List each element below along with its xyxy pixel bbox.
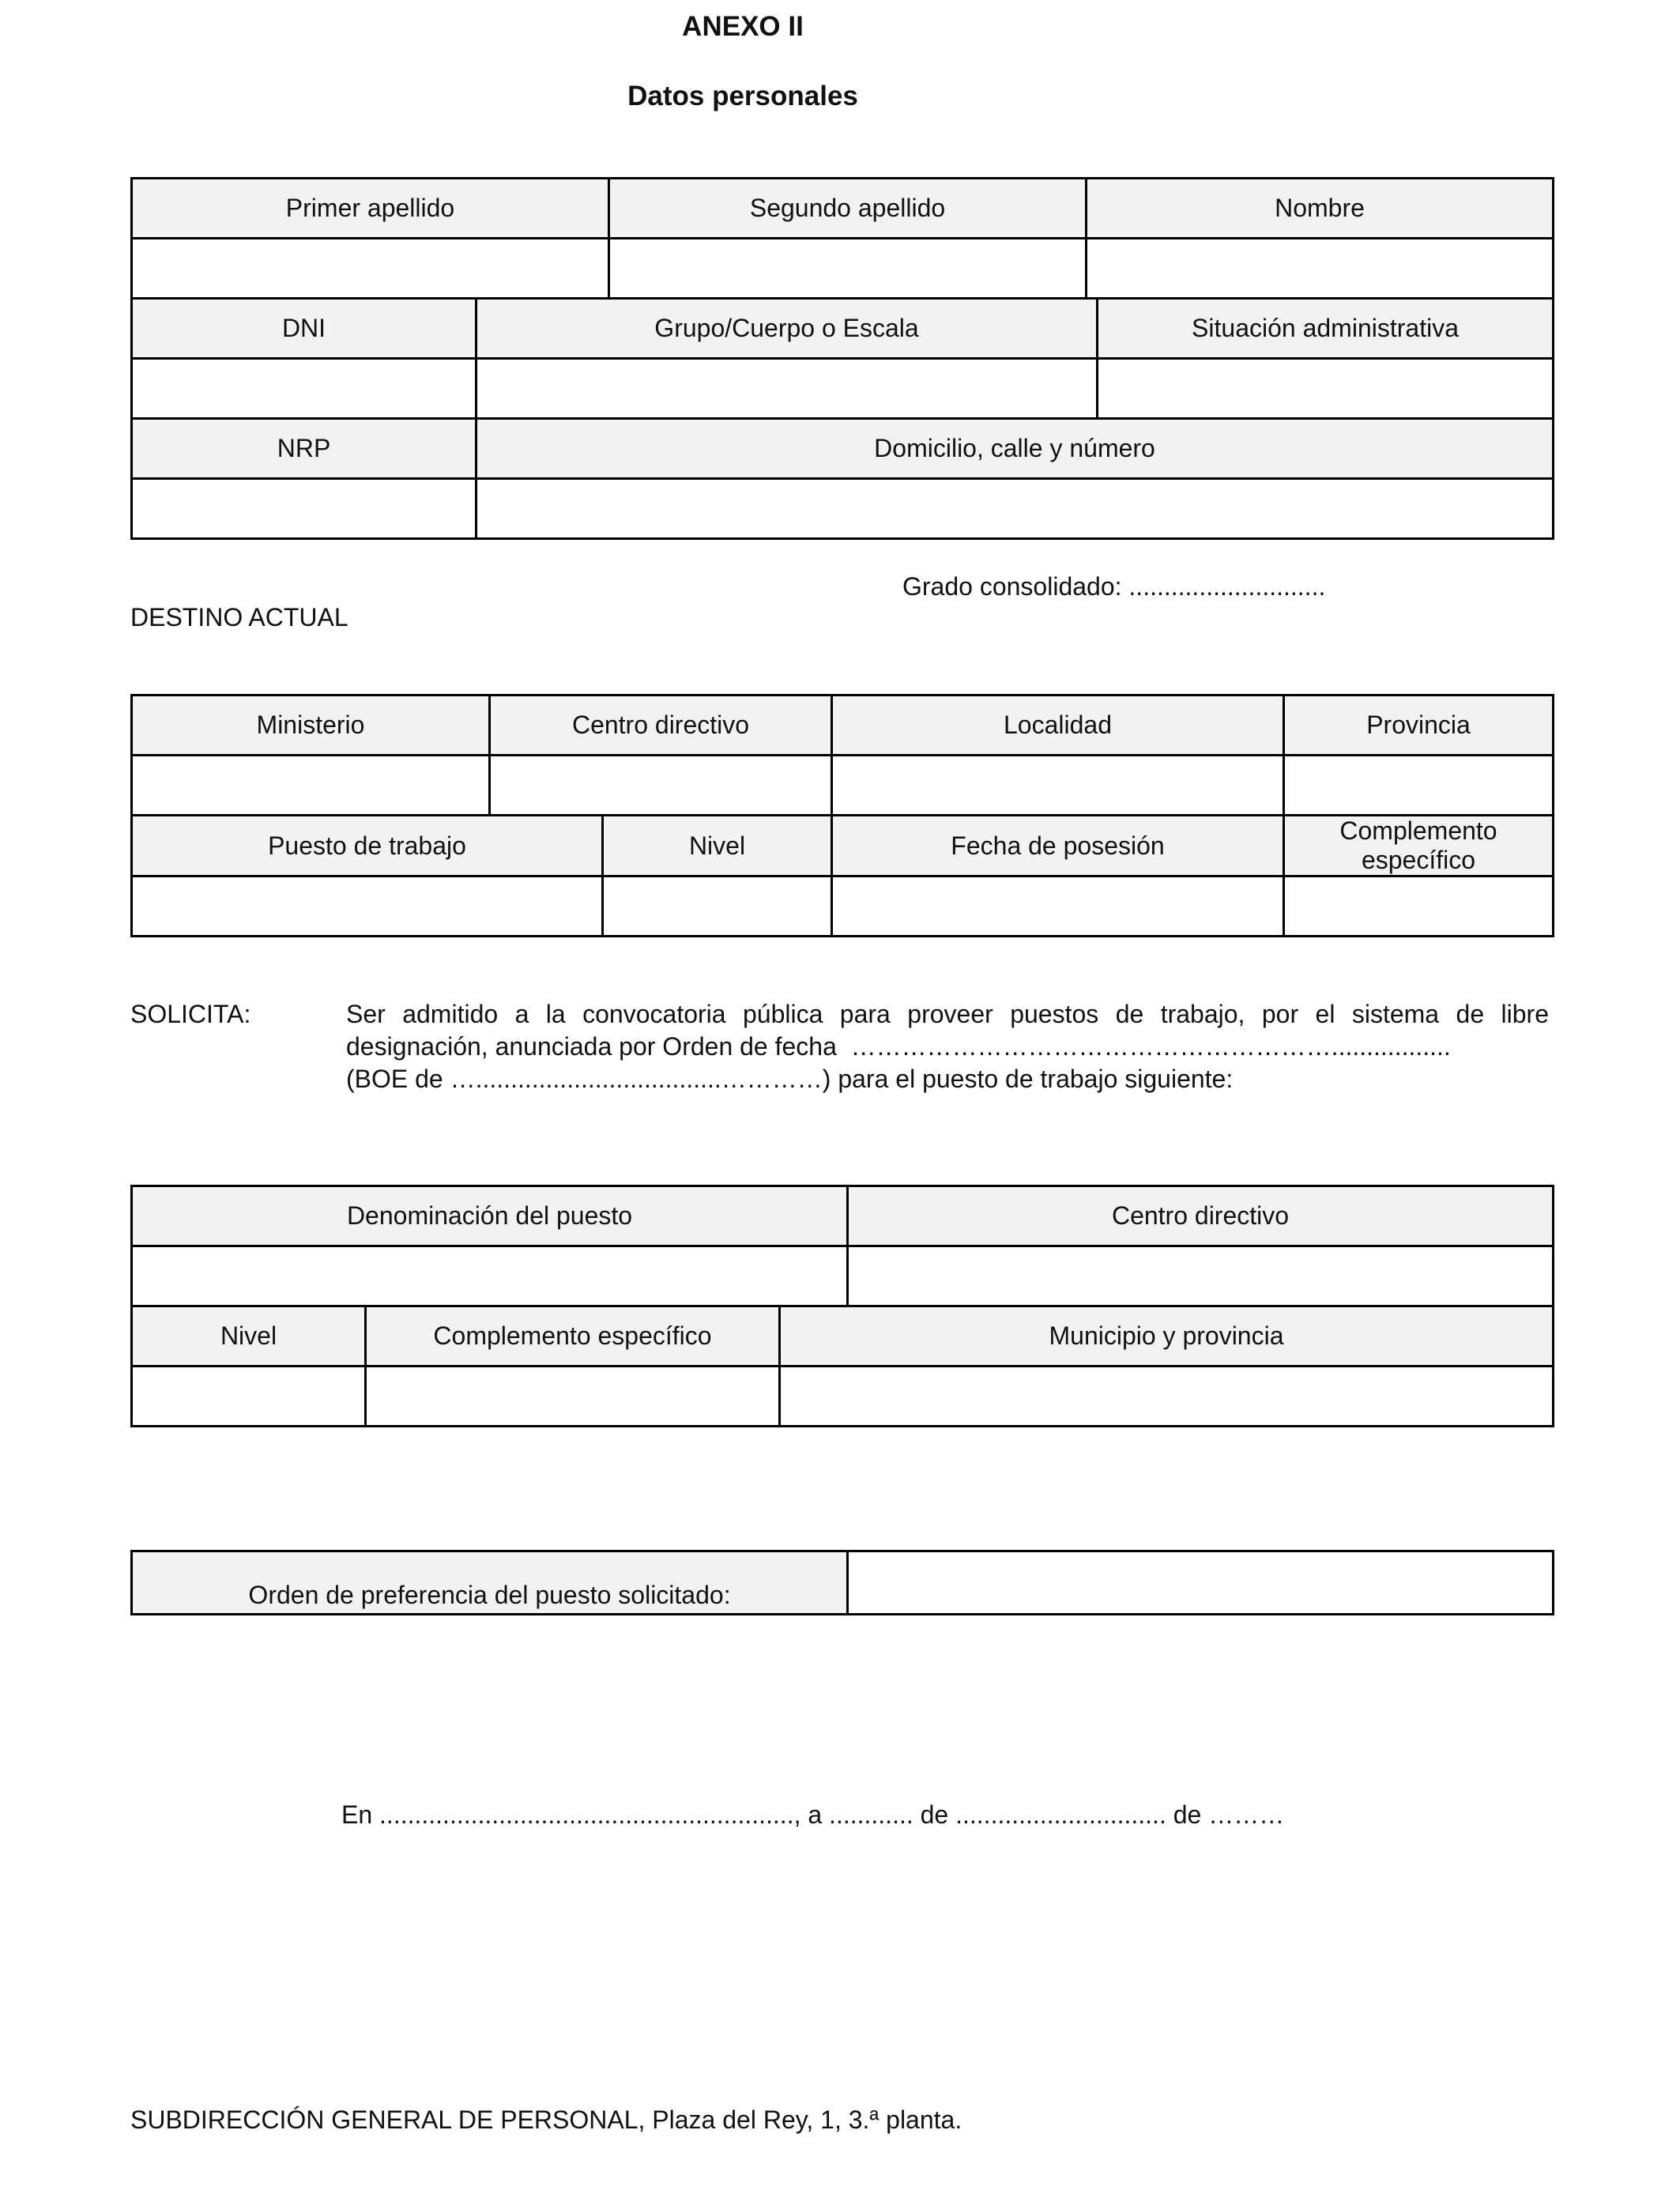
- preferencia-field[interactable]: [848, 1551, 1554, 1615]
- header-fecha-posesion: Fecha de posesión: [832, 816, 1284, 876]
- puesto-nivel-field[interactable]: [132, 1367, 366, 1427]
- dni-field[interactable]: [132, 359, 477, 419]
- puesto-centro-directivo-field[interactable]: [848, 1246, 1554, 1306]
- complemento-especifico-field[interactable]: [1284, 876, 1554, 937]
- nivel-field[interactable]: [603, 876, 832, 937]
- grupo-cuerpo-field[interactable]: [477, 359, 1098, 419]
- header-puesto-centro-directivo: Centro directivo: [848, 1186, 1554, 1246]
- header-primer-apellido: Primer apellido: [132, 179, 609, 239]
- puesto-complemento-field[interactable]: [366, 1367, 780, 1427]
- municipio-provincia-field[interactable]: [780, 1367, 1554, 1427]
- header-nombre: Nombre: [1087, 179, 1554, 239]
- page-subtitle: Datos personales: [627, 81, 858, 111]
- header-denominacion-puesto: Denominación del puesto: [132, 1186, 848, 1246]
- domicilio-field[interactable]: [477, 479, 1554, 539]
- solicita-line-3: (BOE de …...................................…………) para el puesto de trabajo siguiente:: [346, 1065, 1234, 1093]
- nrp-field[interactable]: [132, 479, 477, 539]
- header-puesto-nivel: Nivel: [132, 1306, 366, 1367]
- header-domicilio: Domicilio, calle y número: [477, 419, 1554, 479]
- footer-address: SUBDIRECCIÓN GENERAL DE PERSONAL, Plaza del Rey, 1, 3.ª planta.: [130, 2105, 962, 2134]
- header-localidad: Localidad: [832, 696, 1284, 756]
- header-puesto-complemento: Complemento específico: [366, 1306, 780, 1367]
- situacion-field[interactable]: [1098, 359, 1554, 419]
- header-grupo-cuerpo: Grupo/Cuerpo o Escala: [477, 299, 1098, 359]
- annex-title: ANEXO II: [682, 11, 804, 42]
- header-nrp: NRP: [132, 419, 477, 479]
- solicita-label: SOLICITA:: [130, 1000, 251, 1028]
- primer-apellido-field[interactable]: [132, 239, 609, 299]
- solicita-line-2: designación, anunciada por Orden de fecha ………………………………………………….................: [346, 1032, 1451, 1061]
- destino-actual-label: DESTINO ACTUAL: [130, 603, 348, 631]
- destino-table: [130, 694, 1554, 937]
- provincia-field[interactable]: [1284, 756, 1554, 816]
- header-dni: DNI: [132, 299, 477, 359]
- header-complemento-especifico: Complemento específico: [1284, 816, 1554, 876]
- puesto-table: [130, 1185, 1554, 1427]
- denominacion-puesto-field[interactable]: [132, 1246, 848, 1306]
- header-puesto-trabajo: Puesto de trabajo: [132, 816, 603, 876]
- header-segundo-apellido: Segundo apellido: [609, 179, 1087, 239]
- header-ministerio: Ministerio: [132, 696, 490, 756]
- header-municipio-provincia: Municipio y provincia: [780, 1306, 1554, 1367]
- solicita-line-1: Ser admitido a la convocatoria pública para proveer puestos de trabajo, por el sistema de libre: [346, 1000, 1549, 1028]
- header-centro-directivo: Centro directivo: [490, 696, 832, 756]
- lugar-fecha-line: En ..........................................................., a ............ de .............................. de ………: [341, 1800, 1285, 1829]
- header-situacion: Situación administrativa: [1098, 299, 1554, 359]
- puesto-trabajo-field[interactable]: [132, 876, 603, 937]
- localidad-field[interactable]: [832, 756, 1284, 816]
- centro-directivo-field[interactable]: [490, 756, 832, 816]
- header-nivel: Nivel: [603, 816, 832, 876]
- fecha-posesion-field[interactable]: [832, 876, 1284, 937]
- personal-data-table: [130, 177, 1554, 540]
- preferencia-label: Orden de preferencia del puesto solicitado:: [132, 1551, 848, 1615]
- nombre-field[interactable]: [1087, 239, 1554, 299]
- grado-consolidado: Grado consolidado: ............................: [902, 572, 1326, 601]
- ministerio-field[interactable]: [132, 756, 490, 816]
- preferencia-table: [130, 1550, 1554, 1615]
- segundo-apellido-field[interactable]: [609, 239, 1087, 299]
- header-provincia: Provincia: [1284, 696, 1554, 756]
